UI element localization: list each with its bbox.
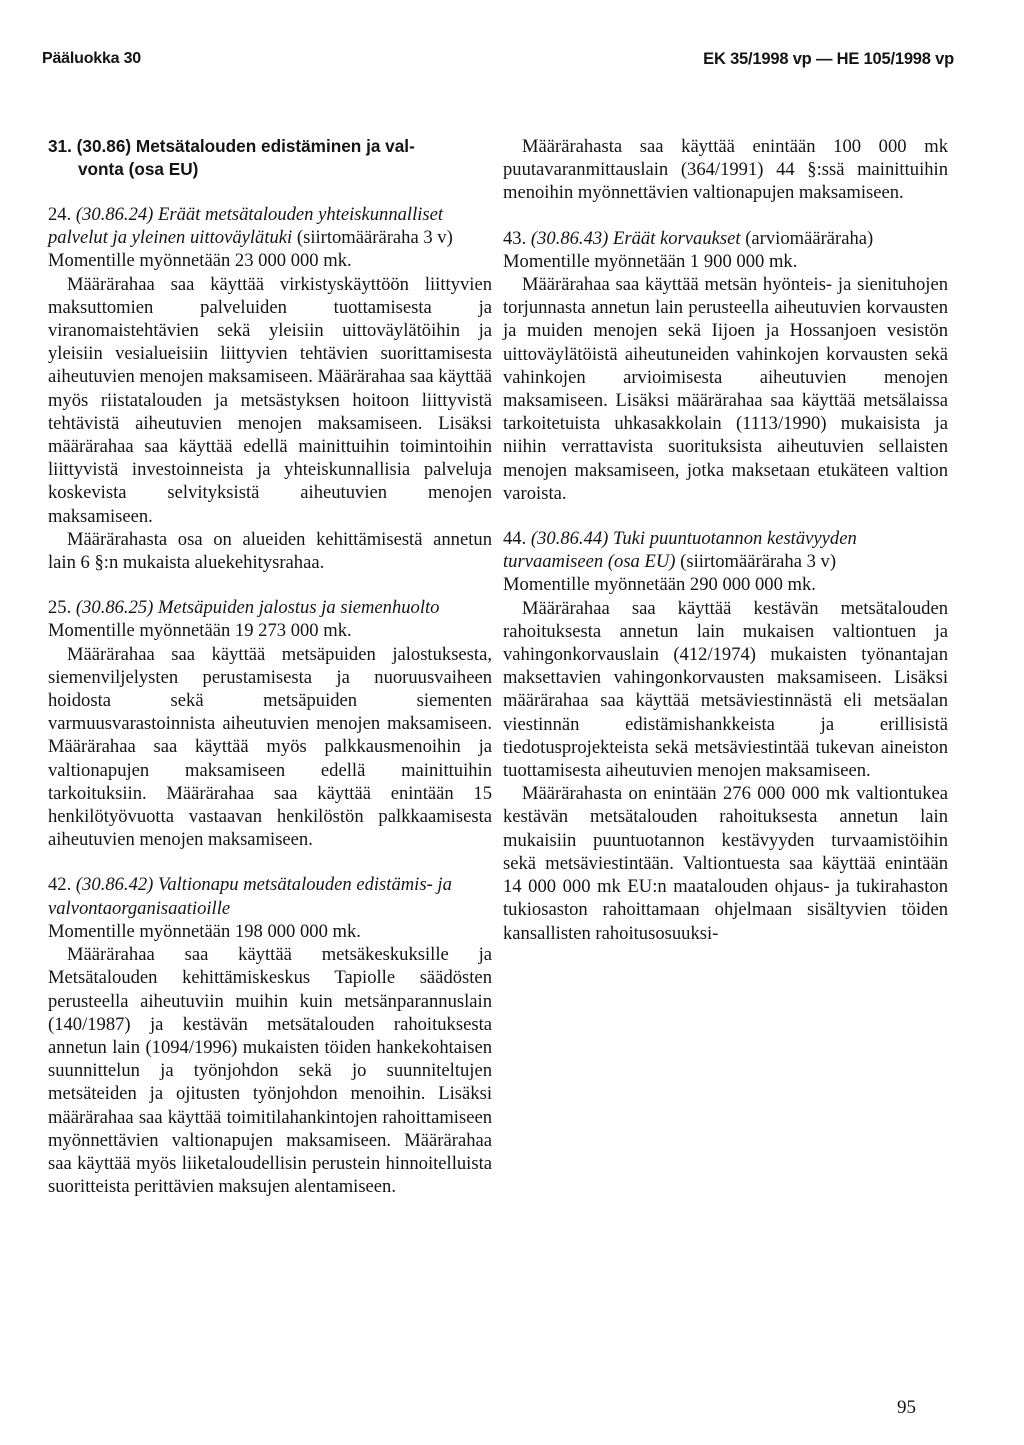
item-25-heading (48, 596, 492, 619)
item-24-paragraph-1: Määrärahaa saa käyttää virkistyskäyttöön liittyvien maksuttomien palveluiden tuottamisesta ja viranomaistehtävien sekä yleisiin uittoväylätöihin ja yleisiin vesialueisiin liittyvien tehtävien suorittamisesta aiheutuvien menojen maksamiseen. Määrärahaa saa käyttää myös riistatalouden ja metsästyksen hoitoon liittyvistä tehtävistä aiheutuvien menojen maksamiseen. Lisäksi määrärahaa saa käyttää edellä mainittuihin toimintoihin liittyvistä investoinneista ja yhteiskunnallisia palveluja koskevista selvityksistä aiheutuvien menojen maksamiseen. (48, 273, 492, 527)
item-42-paragraph-2: Määrärahasta saa käyttää enintään 100 000 mk puutavaranmittauslain (364/1991) 44 §:ssä mainittuihin menoihin myönnettävien valtionapujen maksamiseen. (503, 136, 948, 204)
item-42 (48, 873, 492, 1198)
item-43-paragraph-1: Määrärahaa saa käyttää metsän hyönteis- ja sienituhojen torjunnasta annetun lain perusteella aiheutuvien korvausten ja muiden menojen sekä Iijoen ja Hossanjoen vesistön uittoväylätöistä aiheutuneiden vahinkojen korvausten sekä vahinkojen arvioimisesta aiheutuvien menojen maksamiseen. Lisäksi määrärahaa saa käyttää metsälaissa tarkoitetuista uhkasakkolain (1113/1990) mukaisista ja niihin verrattavista suorituksista aiheutuvien sellaisten menojen maksamiseen, jotka maksetaan etukäteen valtion varoista. (503, 274, 948, 504)
item-44-title: (30.86.44) Tuki puuntuotannon kestävyyden turvaamiseen (osa EU) (503, 528, 857, 573)
item-25 (48, 596, 492, 851)
running-header-right: EK 35/1998 vp — HE 105/1998 vp (703, 50, 954, 68)
item-42-title: (30.86.42) Valtionapu metsätalouden edistämis- ja valvontaorganisaatioille (48, 874, 452, 919)
item-24-title: (30.86.24) Eräät metsätalouden yhteiskunnalliset palvelut ja yleinen uittoväylätuki (48, 204, 444, 249)
item-25-number: 25. (48, 597, 72, 619)
item-44-amount: Momentille myönnetään 290 000 000 mk. (503, 574, 816, 596)
left-column (48, 135, 492, 1198)
section-title-line2: vonta (osa EU) (78, 159, 199, 179)
item-42-paragraph-1: Määrärahaa saa käyttää metsäkeskuksille ja Metsätalouden kehittämiskeskus Tapiolle säädösten perusteella aiheutuviin muihin kuin metsänparannuslain (140/1987) ja kestävän metsätalouden rahoituksesta annetun lain (1094/1996) mukaisten töiden hankekohtaisen suunnittelun ja työnjohdon sekä jo suunniteltujen metsäteiden ja ojitusten työnjohdon menoihin. Lisäksi määrärahaa saa käyttää toimitilahankintojen rahoittamiseen myönnettävien valtionapujen maksamiseen. Määrärahaa saa käyttää myös liiketaloudellisin perustein hinnoitelluista suoritteista perittävien maksujen alentamiseen. (48, 944, 492, 1198)
item-42-amount: Momentille myönnetään 198 000 000 mk. (48, 920, 361, 942)
right-column (503, 135, 948, 945)
running-header-left: Pääluokka 30 (42, 50, 141, 67)
item-43-number: 43. (503, 227, 527, 249)
item-42-number: 42. (48, 874, 72, 896)
item-24-suffix: (siirtomääräraha 3 v) (296, 227, 453, 249)
item-44-number: 44. (503, 528, 527, 550)
section-title-line1: 31. (30.86) Metsätalouden edistäminen ja val- (48, 136, 415, 156)
item-43-suffix: (arviomääräraha) (745, 227, 874, 249)
item-25-paragraph-1: Määrärahaa saa käyttää metsäpuiden jalostuksesta, siemenviljelysten perustamisesta ja nuoruusvaiheen hoidosta sekä metsäpuiden siementen varmuusvarastoinnista aiheutuvien menojen maksamiseen. Määrärahaa saa käyttää myös palkkausmenoihin ja valtionapujen maksamiseen edellä mainittuihin tarkoituksiin. Määrärahaa saa käyttää enintään 15 henkilötyövuotta vastaavan henkilöstön palkkaamisesta aiheutuvien menojen maksamiseen. (48, 643, 492, 851)
item-25-amount: Momentille myönnetään 19 273 000 mk. (48, 620, 352, 642)
item-25-title: (30.86.25) Metsäpuiden jalostus ja siemenhuolto (75, 597, 440, 619)
item-24 (48, 203, 492, 574)
item-43-title: (30.86.43) Eräät korvaukset (530, 227, 741, 249)
item-44-suffix: (siirtomääräraha 3 v) (680, 551, 837, 573)
item-43 (503, 227, 948, 505)
item-44-heading (503, 527, 948, 573)
item-24-heading (48, 203, 492, 249)
item-43-heading (503, 227, 948, 250)
item-44-paragraph-2: Määrärahasta on enintään 276 000 000 mk valtiontukea kestävän metsätalouden rahoituksesta annetun lain mukaisiin puuntuotannon kestävyyden turvaamistöihin sekä metsäviestintään. Valtiontuesta saa käyttää enintään 14 000 000 mk EU:n maatalouden ohjaus- ja tukirahaston tukiosaston rahoittamaan ohjelmaan sisältyvien töiden kansallisten rahoitusosuuksi- (503, 783, 948, 944)
item-44 (503, 527, 948, 945)
page-number: 95 (897, 1397, 916, 1418)
item-44-paragraph-1: Määrärahaa saa käyttää kestävän metsätalouden rahoituksesta annetun lain mukaisen valtiontuen ja vahingonkorvauslain (412/1974) mukaisten työnantajan maksettavien vahingonkorvausten maksamiseen. Lisäksi määrärahaa saa käyttää metsäviestinnästä eli metsäalan viestinnän edistämishankkeista ja erillisistä tiedotusprojekteista sekä metsäviestintää tukevan aineiston tuottamisesta aiheutuvien menojen maksamiseen. (503, 597, 948, 782)
item-24-amount: Momentille myönnetään 23 000 000 mk. (48, 250, 352, 272)
item-24-paragraph-2: Määrärahasta osa on alueiden kehittämisestä annetun lain 6 §:n mukaista aluekehitysrahaa. (48, 528, 492, 574)
item-42-heading (48, 873, 492, 919)
item-42-continued (503, 135, 948, 205)
item-24-number: 24. (48, 204, 72, 225)
item-43-amount: Momentille myönnetään 1 900 000 mk. (503, 250, 798, 272)
section-heading (48, 135, 492, 181)
